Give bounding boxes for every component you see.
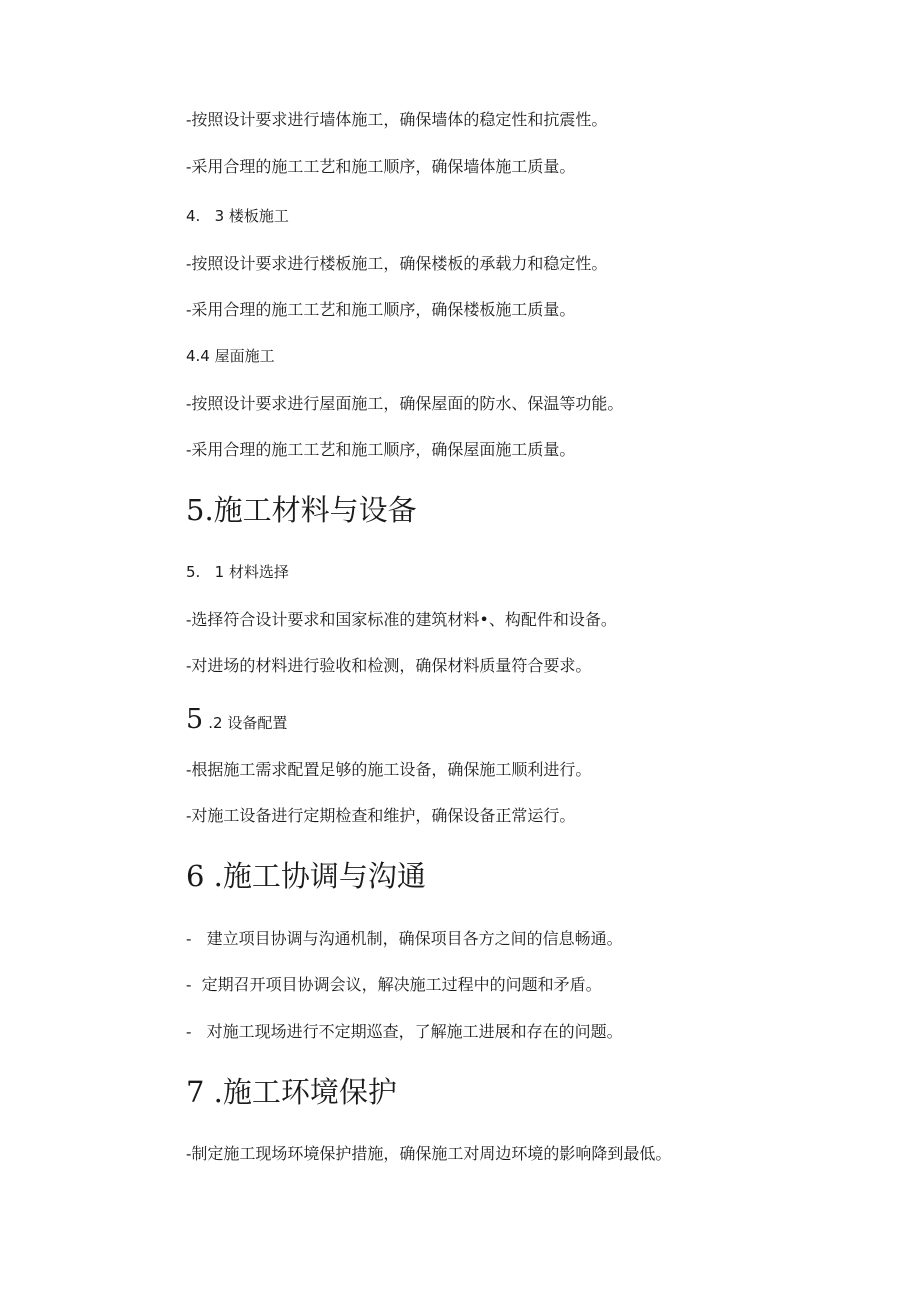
section-4-4-heading: 4.4 屋面施工	[186, 347, 275, 365]
roof-process: -采用合理的施工工艺和施工顺序，确保屋面施工质量。	[186, 440, 576, 459]
material-inspection-item: -对进场的材料进行验收和检测，确保材料质量符合要求。	[186, 656, 592, 675]
floor-slab-process: -采用合理的施工工艺和施工顺序，确保楼板施工质量。	[186, 300, 576, 319]
section-7-title: 7 .施工环境保护	[186, 1075, 397, 1109]
section-5-1-heading: 5. 1 材料选择	[186, 563, 289, 581]
section-5-2-number: 5	[186, 704, 204, 735]
section-6-title: 6 .施工协调与沟通	[186, 859, 426, 893]
section-4-3-heading: 4. 3 楼板施工	[186, 207, 289, 225]
wall-construction-requirement: -按照设计要求进行墙体施工，确保墙体的稳定性和抗震性。	[186, 110, 608, 129]
material-selection-item: -选择符合设计要求和国家标准的建筑材料•、构配件和设备。	[186, 610, 617, 629]
roof-requirement: -按照设计要求进行屋面施工，确保屋面的防水、保温等功能。	[186, 394, 624, 413]
environment-protection-item: -制定施工现场环境保护措施，确保施工对周边环境的影响降到最低。	[186, 1144, 672, 1163]
floor-slab-requirement: -按照设计要求进行楼板施工，确保楼板的承载力和稳定性。	[186, 254, 608, 273]
equipment-config-item: -根据施工需求配置足够的施工设备，确保施工顺利进行。	[186, 760, 592, 779]
coordination-meeting-item: - 定期召开项目协调会议，解决施工过程中的问题和矛盾。	[186, 975, 602, 994]
section-5-2-label: .2 设备配置	[208, 714, 288, 732]
section-5-title: 5.施工材料与设备	[186, 493, 417, 527]
wall-construction-process: -采用合理的施工工艺和施工顺序，确保墙体施工质量。	[186, 157, 576, 176]
coordination-mechanism-item: - 建立项目协调与沟通机制，确保项目各方之间的信息畅通。	[186, 929, 623, 948]
equipment-maintenance-item: -对施工设备进行定期检查和维护，确保设备正常运行。	[186, 806, 576, 825]
site-inspection-item: - 对施工现场进行不定期巡查，了解施工进展和存在的问题。	[186, 1022, 623, 1041]
section-5-2-heading	[186, 702, 287, 741]
